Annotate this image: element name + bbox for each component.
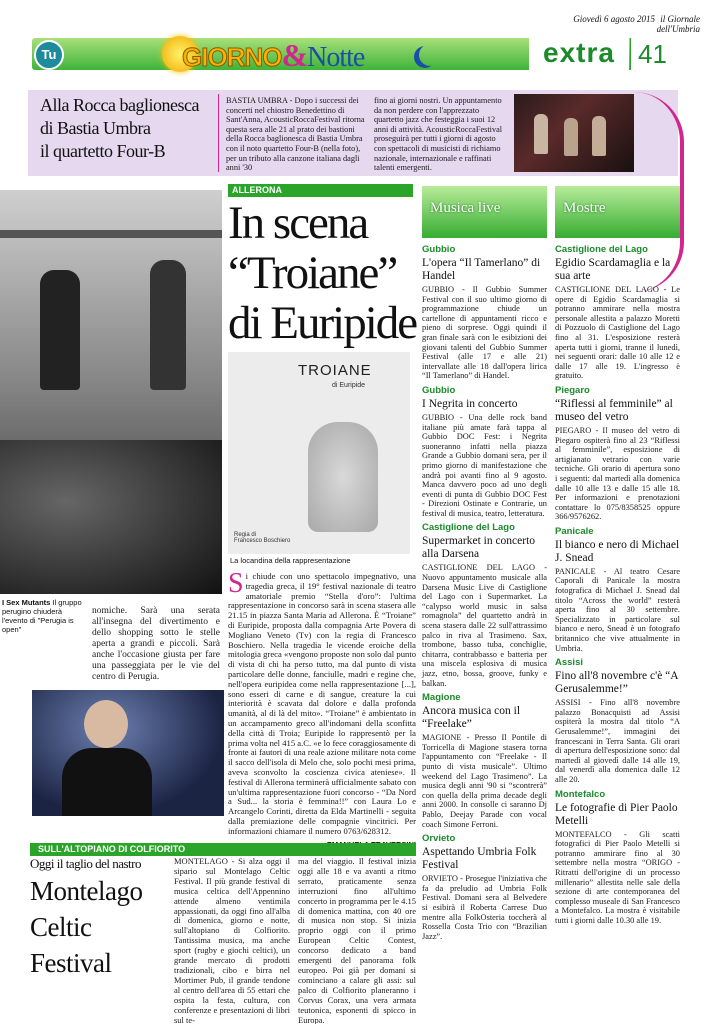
guitarist-figure xyxy=(150,260,186,390)
sex-mutants-photo xyxy=(0,190,222,594)
colfiorito-col2: ma del viaggio. Il festival inizia oggi alle 18 e va avanti a ritmo serrato, praticamente senza interruzioni fino all'ultimo concerto in programma per le 4.15 di domenica mattina, con 40 ore di musica non stop. Si inizia proprio oggi con il primo European Celtic Contest, concorso dedicato a band emergenti del panorama folk europeo. Poi già per domani si cominciano a calare gli assi: sul palco di Colfiorito planeranno i Corvus Corax, una vera armata teutonica, esponenti di spicco in Europa. xyxy=(298,856,416,1024)
mostre-item-city: Montefalco xyxy=(555,788,606,800)
guitarist-figure xyxy=(40,270,80,390)
musica-item-city: Orvieto xyxy=(422,833,456,845)
caption-text: Il gruppo perugino chiuderà l'evento di "Perugia is open" xyxy=(2,598,82,634)
sex-mutants-caption xyxy=(2,598,84,634)
left-snippet: nomiche. Sarà una serata all'insegna del divertimento e dello shopping sotto le stelle aperta a grandi e piccoli. Sarà anche l'occasione giusta per fare una passeggiata per le vie del centro di Perugia. xyxy=(92,606,220,682)
musica-item-city: Gubbio xyxy=(422,384,456,396)
colfiorito-kicker: SULL'ALTOPIANO DI COLFIORITO xyxy=(30,843,416,856)
mostre-item-body: ASSISI - Fino all'8 novembre palazzo Bonacquisti ad Assisi ospiterà la mostra dal titolo “A Gerusalemme!”, immagini dei francescani in Terra Santa. Gli orari di apertura dell'esposizione sono: dal martedì al giovedì dalle 14 alle 19, dal venerdì alla domenica dalle 12 alle 20. xyxy=(555,698,680,784)
musica-live-list xyxy=(422,244,547,941)
poster-caption: La locandina della rappresentazione xyxy=(230,556,351,565)
musica-item-city: Magione xyxy=(422,692,461,704)
mostre-item xyxy=(555,789,680,926)
four-b-photo xyxy=(514,94,634,172)
colfiorito-title-line-2: Celtic xyxy=(30,912,92,942)
mostre-item-body: MONTEFALCO - Gli scatti fotografici di Pier Paolo Metelli si potranno ammirare fino al 30 settembre nella mostra “ORIGO - Ritratti dell'origine di un processo millenario” allestita nelle sale della sezione di arte contemporanea del complesso museale di San Francesco a Montefalco. La mostra è visitabile tutti i giorni dalle 10.30 alle 19. xyxy=(555,829,680,925)
mostre-title: Mostre xyxy=(563,200,606,216)
logo-icon xyxy=(34,40,64,70)
musica-item-title: L'opera “Il Tamerlano” di Handel xyxy=(422,257,541,282)
colfiorito-title xyxy=(30,873,170,981)
extra-box xyxy=(529,36,629,72)
main-title-line-1: In scena xyxy=(228,197,368,249)
section-amp: & xyxy=(281,37,308,73)
musica-item xyxy=(422,385,547,519)
page-number-box xyxy=(630,38,674,70)
section-notte: Notte xyxy=(307,42,365,73)
top-title-line-1: Alla Rocca baglionesca xyxy=(40,95,199,115)
mostre-header xyxy=(555,186,680,238)
extra-label: extra xyxy=(543,37,615,68)
musica-item xyxy=(422,244,547,381)
mostre-item-city: Panicale xyxy=(555,525,594,537)
main-title xyxy=(228,198,418,348)
crowd-figure xyxy=(0,440,222,594)
colfiorito-subtitle: Oggi il taglio del nastro xyxy=(30,856,141,871)
main-dropcap: S xyxy=(228,568,244,599)
mostre-item-title: Egidio Scardamaglia e la sua arte xyxy=(555,257,671,282)
logo-text: Tu xyxy=(41,47,57,62)
main-title-line-3: di Euripide xyxy=(228,297,417,349)
colfiorito-title-line-1: Montelago xyxy=(30,876,143,906)
top-divider xyxy=(218,94,219,172)
header-date: Giovedì 6 agosto 2015 xyxy=(573,14,655,24)
mostre-item-title: Fino all'8 novembre c'è “A Gerusalemme!” xyxy=(555,670,678,696)
musica-item-title: Aspettando Umbria Folk Festival xyxy=(422,846,537,872)
musica-item xyxy=(422,522,547,688)
mostre-item-title: “Riflessi al femminile” al museo del vetro xyxy=(555,397,673,423)
musician-figure xyxy=(564,118,578,156)
masthead xyxy=(32,32,674,74)
mostre-item xyxy=(555,244,680,381)
poster xyxy=(228,352,410,554)
poster-credits: Regia di Francesco Boschiero xyxy=(234,532,291,544)
musica-item-city: Castiglione del Lago xyxy=(422,522,515,534)
musica-item xyxy=(422,833,547,941)
section-giorno: GIORNO xyxy=(182,42,282,72)
header-date-line xyxy=(530,14,700,34)
top-story-title xyxy=(40,94,220,163)
poster-title: TROIANE xyxy=(298,362,372,379)
mostre-item-city: Piegaro xyxy=(555,384,590,396)
mostre-item-body: CASTIGLIONE DEL LAGO - Le opere di Egidio Scardamaglia si potranno ammirare nella mostra personale allestita a palazzo Moretti di Pozzuolo di Castiglione del Lago fino al 31. L'esposizione resterà aperta tutti i giorni, tranne il lunedì, nei seguenti orari: dalle 10 alle 12 e dalle 17 alle 19. L'ingresso è gratuito. xyxy=(555,285,680,381)
musica-item xyxy=(422,692,547,829)
top-story-col2: fino ai giorni nostri. Un appuntamento da non perdere con l'apprezzato quartetto jazz che festeggia i suoi 12 anni di attività. AcousticRoccaFestival proseguirà per tutti i giorni di agosto con spettacoli di musicisti di richiamo nazionale, internazionale e raffinati talenti emergenti. xyxy=(374,96,503,173)
mostre-item-body: PANICALE - Al teatro Cesare Caporali di Panicale la mostra fotografica di Michael J. Snead dal titolo “Across the world” resterà aperta fino al 30 settembre. Specializzato in particolare sul bianco e nero, Snead è un fotografo britannico che vive attualmente in Umbria. xyxy=(555,566,680,653)
musica-live-title: Musica live xyxy=(430,200,501,216)
mostre-item-title: Il bianco e nero di Michael J. Snead xyxy=(555,538,680,564)
mostre-item xyxy=(555,657,680,784)
musica-item-title: Ancora musica con il “Freelake” xyxy=(422,705,521,731)
top-title-line-2: di Bastia Umbra xyxy=(40,118,151,138)
colfiorito-col1: MONTELAGO - Si alza oggi il sipario sul Montelago Celtic Festival. Il più grande festival di musica celtica dell'Appennino attende almeno ventimila appassionati, da oggi fino all'alba di domenica, giorno e notte, sull'altopiano di Colfiorito. Tantissima musica, ma anche sport (rugby e giochi celtici), un grande mercato di prodotti tradizionali, cibo e birra nel Mortimer Pub, il grande tendone al centro dell'area di 55 ettari che ospita la festa, cultura, con conferenze e presentazioni di libri sul te- xyxy=(174,856,290,1024)
speaker-body xyxy=(62,748,152,816)
musician-figure xyxy=(534,114,548,154)
musica-item-body: GUBBIO - Una delle rock band italiane più amate farà tappa al Gubbio DOC Fest: i Negrita suoneranno infatti nella piazza Grande a Gubbio domani sera, per il primo giorno di manifestazione che andrà poi avanti fino al 9 agosto. Manca davvero poco ad uno degli eventi di punta di Gubbio DOC Fest - Direzioni Ostinate e Contrarie, un festival di musica, teatro, letteratura. xyxy=(422,412,547,518)
speaker-photo xyxy=(32,690,224,816)
musica-item-city: Gubbio xyxy=(422,244,456,255)
mostre-item-city: Castiglione del Lago xyxy=(555,244,648,255)
musica-item-title: Supermarket in concerto alla Darsena xyxy=(422,535,536,561)
speaker-head xyxy=(84,700,128,748)
section-logo xyxy=(182,38,364,72)
mostre-item xyxy=(555,526,680,653)
main-body-text: i chiude con uno spettacolo impegnativo, una tragedia greca, il 19° festival nazionale di teatro amatoriale premio “Stella d'oro”: l'ultima rappresentazione in concorso sarà in scena stasera alle 21.15 in piazza Santa Maria ad Allerona. È “Troiane” di Euripide, proposta dalla compagnia Arte Povera di Mogliano Veneto (Tv) con la regia di Francesco Boschiero. Nella tragedia le vicende eroiche della mitologia greca «vengono proposte non solo dal punto di vista di chi ha perso tutto, ma dal punto di vista particolare delle donne, fanciulle, madri e regine che, nell'opera euripidea come nella rappresentazione [...], sono esseri di carne e di sangue, creature la cui interiorità è scavata dal dolore e dalla profonda umanità, al di là del mito». “Troiane” è ambientato in un accampamento greco all'indomani della sconfitta della città di Troia; Euripide lo rappresentò per la prima volta nel 415 a.C. «e lo fece coraggiosamente di fronte ai fautori di una reale azione militare nota come il sacco dell'isola di Melo che, solo pochi mesi prima, aveva sconvolto la coscienza civica ateniese». Il festival di Allerona terminerà ufficialmente sabato con un'ultima rappresentazione fuori concorso - “Da Nord a Sud... la storia è femmina!!” con Laura Lo e Arcangelo Corinti, diretta da Elda Martinelli - seguita dalla premiazione delle compagnie vincitrici. Per informazioni chiamare il numero 0763/628312. xyxy=(228,571,416,836)
musica-item-body: GUBBIO - Il Gubbio Summer Festival con il suo ultimo giorno di programmazione chiude un cartellone di appuntamenti ricco e pieno di sorprese. Oggi quindi il gran finale sarà con le esibizioni dei giovani talenti del Gubbio Summer Festival (alle 17 e alle 21) intervallate alle 18 dall'opera lirica “Il Tamerlano” di Handel. xyxy=(422,285,547,381)
mostre-item-title: Le fotografie di Pier Paolo Metelli xyxy=(555,801,678,827)
musica-item-body: ORVIETO - Prosegue l'iniziativa che fa da preludio ad Umbria Folk Festival. Domani sera al Belvedere si esibirà il Roberta Carrese Duo mentre alla FolkOsteria toccherà al Rossella Costa Trio con “Brazilian Jazz”. xyxy=(422,874,547,941)
scaffold-bar xyxy=(0,230,222,238)
mostre-list xyxy=(555,244,680,926)
colfiorito-title-line-3: Festival xyxy=(30,948,112,978)
poster-figure xyxy=(308,422,378,532)
poster-subtitle: di Euripide xyxy=(332,382,366,389)
caption-bold: I Sex Mutants xyxy=(2,598,51,607)
moon-icon xyxy=(419,44,441,66)
musica-item-body: MAGIONE - Presso Il Pontile di Torricella di Magione stasera torna l'appuntamento con “Freelake - Il punto di vista musicale”. Ultimo weekend del Lago Trasimeno”. La musica degli anni '90 si “scontrerà” con quella della prima decade degli anni 2000. In consolle ci saranno Dj Pablo, Deejay Parade con vocal coach Simone Ferroni. xyxy=(422,733,547,829)
musica-item-body: CASTIGLIONE DEL LAGO - Nuovo appuntamento musicale alla Darsena Music Live di Castiglione del Lago con i Supermarket. La “calypso world music in salsa romagnola” del quartetto andrà in scena stasera dalle 22 sull'attrassimo palco in riva al Trasimeno. Sax, trombone, basso tuba, conchiglie, chitarra, contrabbasso e batteria per una miscela esplosiva di musica jazz, etno, bossa, groove, funky e balkan. xyxy=(422,563,547,688)
musica-item-title: I Negrita in concerto xyxy=(422,397,518,410)
main-kicker: ALLERONA xyxy=(228,184,413,197)
page-number: 41 xyxy=(638,39,667,69)
musica-live-header xyxy=(422,186,547,238)
musician-figure xyxy=(592,116,606,156)
header-newspaper: il Giornale dell'Umbria xyxy=(656,14,700,34)
top-title-line-3: il quartetto Four-B xyxy=(40,141,166,161)
top-story-col1: BASTIA UMBRA - Dopo i successi dei concerti nel chiostro Benedettino di Sant'Anna, AcousticRoccaFestival ritorna questa sera alle 21 al prato dei bastioni della Rocca baglionesca di Bastia Umbra con il noto quartetto Four-B (nella foto), per un tributo alla canzone italiana dagli anni '30 xyxy=(226,96,365,173)
main-body xyxy=(228,568,416,837)
main-title-line-2: “Troiane” xyxy=(228,247,397,299)
mostre-item-body: PIEGARO - Il museo del vetro di Piegaro ospiterà fino al 23 “Riflessi al femminile”, esposizione di artigianato vetrario con varie tecniche. Gli orario di apertura sono i seguenti: dal martedì alla domenica dalle 10 alle 13 e dalle 15 alle 18. Per informazioni e prenotazioni contattare lo 075/8358525 oppure 366/9576262. xyxy=(555,425,680,522)
mostre-item-city: Assisi xyxy=(555,657,583,669)
mostre-item xyxy=(555,385,680,522)
